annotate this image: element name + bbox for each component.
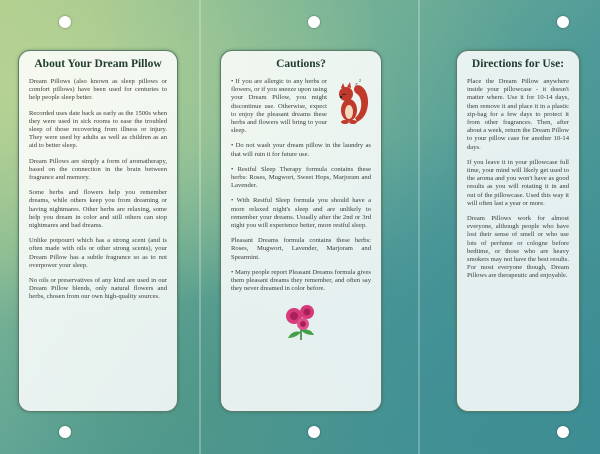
punch-hole [59, 426, 71, 438]
paragraph: Pleasant Dreams formula contains these herbs: Roses, Mugwort, Lavender, Marjoram and Spearmint. [231, 237, 371, 261]
paragraph: Recorded uses date back as early as the 1500s when they were used in sick rooms to ease the troubled sleep of those recovering from illness or injury. They were used by adults as well as children as an aid to better sleep. [29, 109, 167, 150]
sleepy-squirrel-icon [331, 78, 371, 126]
paragraph: Dream Pillows work for almost everyone, although people who have lost their sense of smell or who use lots of perfume or cologne before bedtime, or those who are heavy smokers may not have the best results. For most everyone though, Dream Pillows are therapeutic and enjoyable. [467, 215, 569, 280]
punch-hole [308, 16, 320, 28]
svg-text:z: z [355, 82, 358, 88]
paragraph: • If you are allergic to any herbs or flowers, or if you sneeze upon using your Dream Pillow, you might discontinue use. Otherwise, expect to enjoy the pleasant dreams these herbs and flowers will bring to your sleep. [231, 78, 327, 135]
panel-title: Directions for Use: [471, 58, 565, 70]
punch-hole [59, 16, 71, 28]
fold-line-right [418, 0, 420, 454]
paragraph: Unlike potpourri which has a strong scent (and is often made with oils or other strong scents), your Dream Pillow has a subtle fragrance so as to not overpower your sleep. [29, 237, 167, 269]
panel-title: Cautions? [276, 58, 326, 70]
paragraph: • Many people report Pleasant Dreams formula gives them pleasant dreams they remember, and often say they never dreamed in color before. [231, 268, 371, 293]
directions-panel [456, 50, 580, 412]
paragraph: Some herbs and flowers help you remember dreams, while others keep you from dreaming or having nightmares. Other herbs are relaxing, some help you dream in color and still others can stop nightmares and bad dreams. [29, 189, 167, 230]
cautions-panel [220, 50, 382, 412]
punch-hole [557, 16, 569, 28]
punch-hole [557, 426, 569, 438]
paragraph: If you leave it in your pillowcase full time, your mind will likely get used to the aroma and you won't have as good results as you will rotating it in and out of the pillowcase. Used this way it will often last a year or more. [467, 158, 569, 207]
rose-flower-icon [280, 300, 322, 342]
fold-line-left [199, 0, 201, 454]
about-panel [18, 50, 178, 412]
paragraph: Place the Dream Pillow anywhere inside your pillowcase - it doesn't matter where. Use it for 10-14 days, then remove it and place it in a plastic zip-bag for a few days to protect it from other fragrances. Then, after about a week, return the Dream Pillow to your pillow case for another 10-14 days. [467, 78, 569, 151]
paragraph: • Restful Sleep Therapy formula contains these herbs: Roses, Mugwort, Sweet Hops, Marjoram and Lavender. [231, 165, 371, 190]
paragraph: • Do not wash your dream pillow in the laundry as that will ruin it for future use. [231, 142, 371, 158]
paragraph: Dream Pillows are simply a form of aromatherapy, based on the connection in the brain between fragrance and memory. [29, 157, 167, 182]
punch-hole [308, 426, 320, 438]
paragraph: • With Restful Sleep formula you should have a more relaxed night's sleep and are unlikely to remember your dreams. Usually after the 2nd or 3rd night you will experience better, more restful sleep. [231, 197, 371, 230]
svg-text:z: z [359, 78, 362, 83]
paragraph: No oils or preservatives of any kind are used in our Dream Pillow blends, only natural flowers and herbs, chosen from our own high-quality sources. [29, 277, 167, 301]
paragraph: Dream Pillows (also known as sleep pillows or comfort pillows) have been used for centuries to help people sleep better. [29, 78, 167, 102]
panel-title: About Your Dream Pillow [34, 58, 162, 70]
